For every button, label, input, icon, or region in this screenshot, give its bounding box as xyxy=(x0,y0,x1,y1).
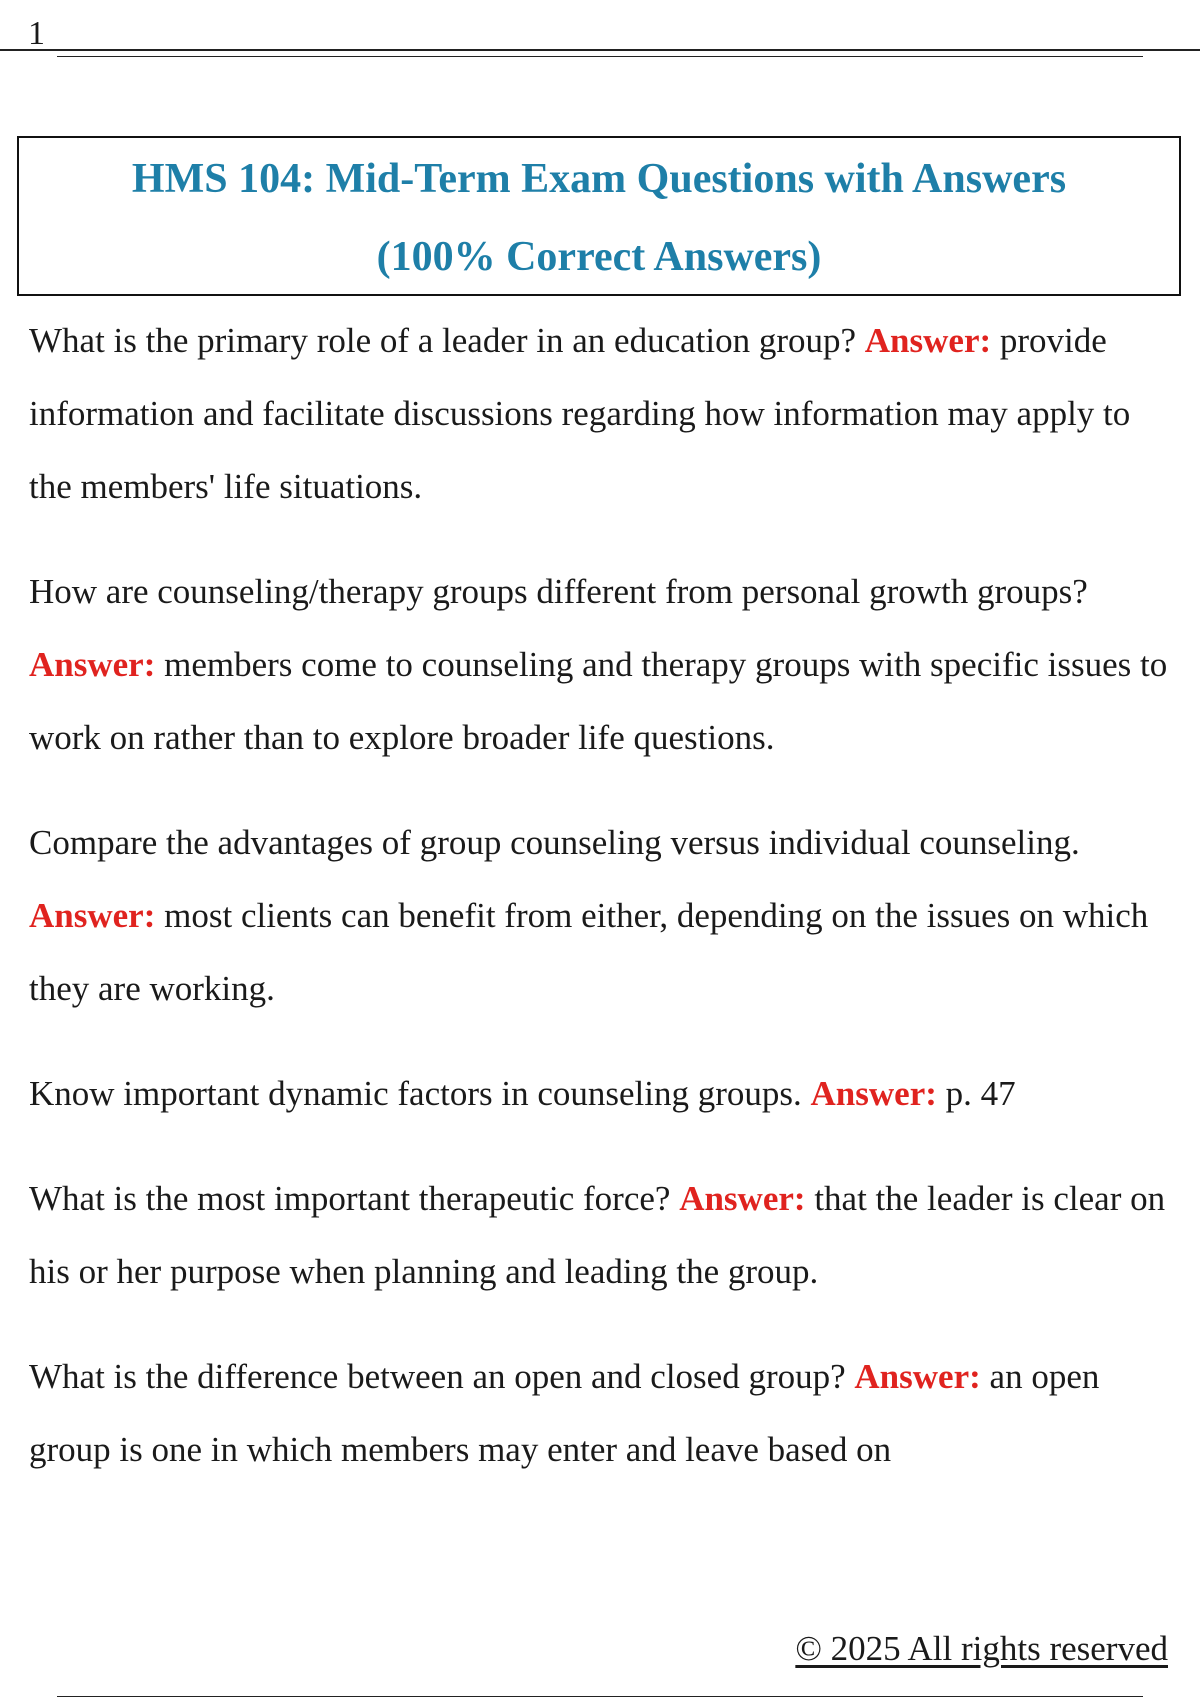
answer-text: most clients can benefit from either, depending on the issues on which they are working. xyxy=(29,896,1149,1008)
footer-divider xyxy=(57,1696,1143,1697)
answer-text: that the leader is clear on his or her purpose when planning and leading the group. xyxy=(29,1179,1166,1291)
qa-item xyxy=(29,555,1179,774)
title-box xyxy=(17,136,1181,296)
answer-label: Answer: xyxy=(810,1074,937,1113)
page-number: 1 xyxy=(28,15,45,52)
copyright-footer: © 2025 All rights reserved xyxy=(795,1629,1168,1668)
answer-text: an open group is one in which members may enter and leave based on xyxy=(29,1357,1100,1469)
document-subtitle: (100% Correct Answers) xyxy=(376,234,822,280)
question-text: Compare the advantages of group counseling versus individual counseling. xyxy=(29,823,1080,862)
qa-item xyxy=(29,304,1179,523)
question-text: What is the most important therapeutic force? xyxy=(29,1179,671,1218)
answer-text: members come to counseling and therapy groups with specific issues to work on rather than to explore broader life questions. xyxy=(29,645,1168,757)
qa-list xyxy=(29,304,1179,1518)
answer-text: provide information and facilitate discussions regarding how information may apply to the members' life situations. xyxy=(29,321,1131,506)
question-text: Know important dynamic factors in counseling groups. xyxy=(29,1074,802,1113)
qa-item xyxy=(29,1057,1179,1130)
document-title: HMS 104: Mid-Term Exam Questions with Answers xyxy=(131,156,1067,202)
question-text: What is the primary role of a leader in an education group? xyxy=(29,321,857,360)
answer-text: p. 47 xyxy=(945,1074,1016,1113)
header-divider-inner xyxy=(57,56,1143,57)
question-text: What is the difference between an open and closed group? xyxy=(29,1357,846,1396)
answer-label: Answer: xyxy=(29,645,156,684)
answer-label: Answer: xyxy=(854,1357,981,1396)
qa-item xyxy=(29,1162,1179,1308)
answer-label: Answer: xyxy=(679,1179,806,1218)
header-divider xyxy=(0,49,1200,51)
qa-item xyxy=(29,1340,1179,1486)
answer-label: Answer: xyxy=(29,896,156,935)
question-text: How are counseling/therapy groups different from personal growth groups? xyxy=(29,572,1088,611)
answer-label: Answer: xyxy=(864,321,992,360)
qa-item xyxy=(29,806,1179,1025)
